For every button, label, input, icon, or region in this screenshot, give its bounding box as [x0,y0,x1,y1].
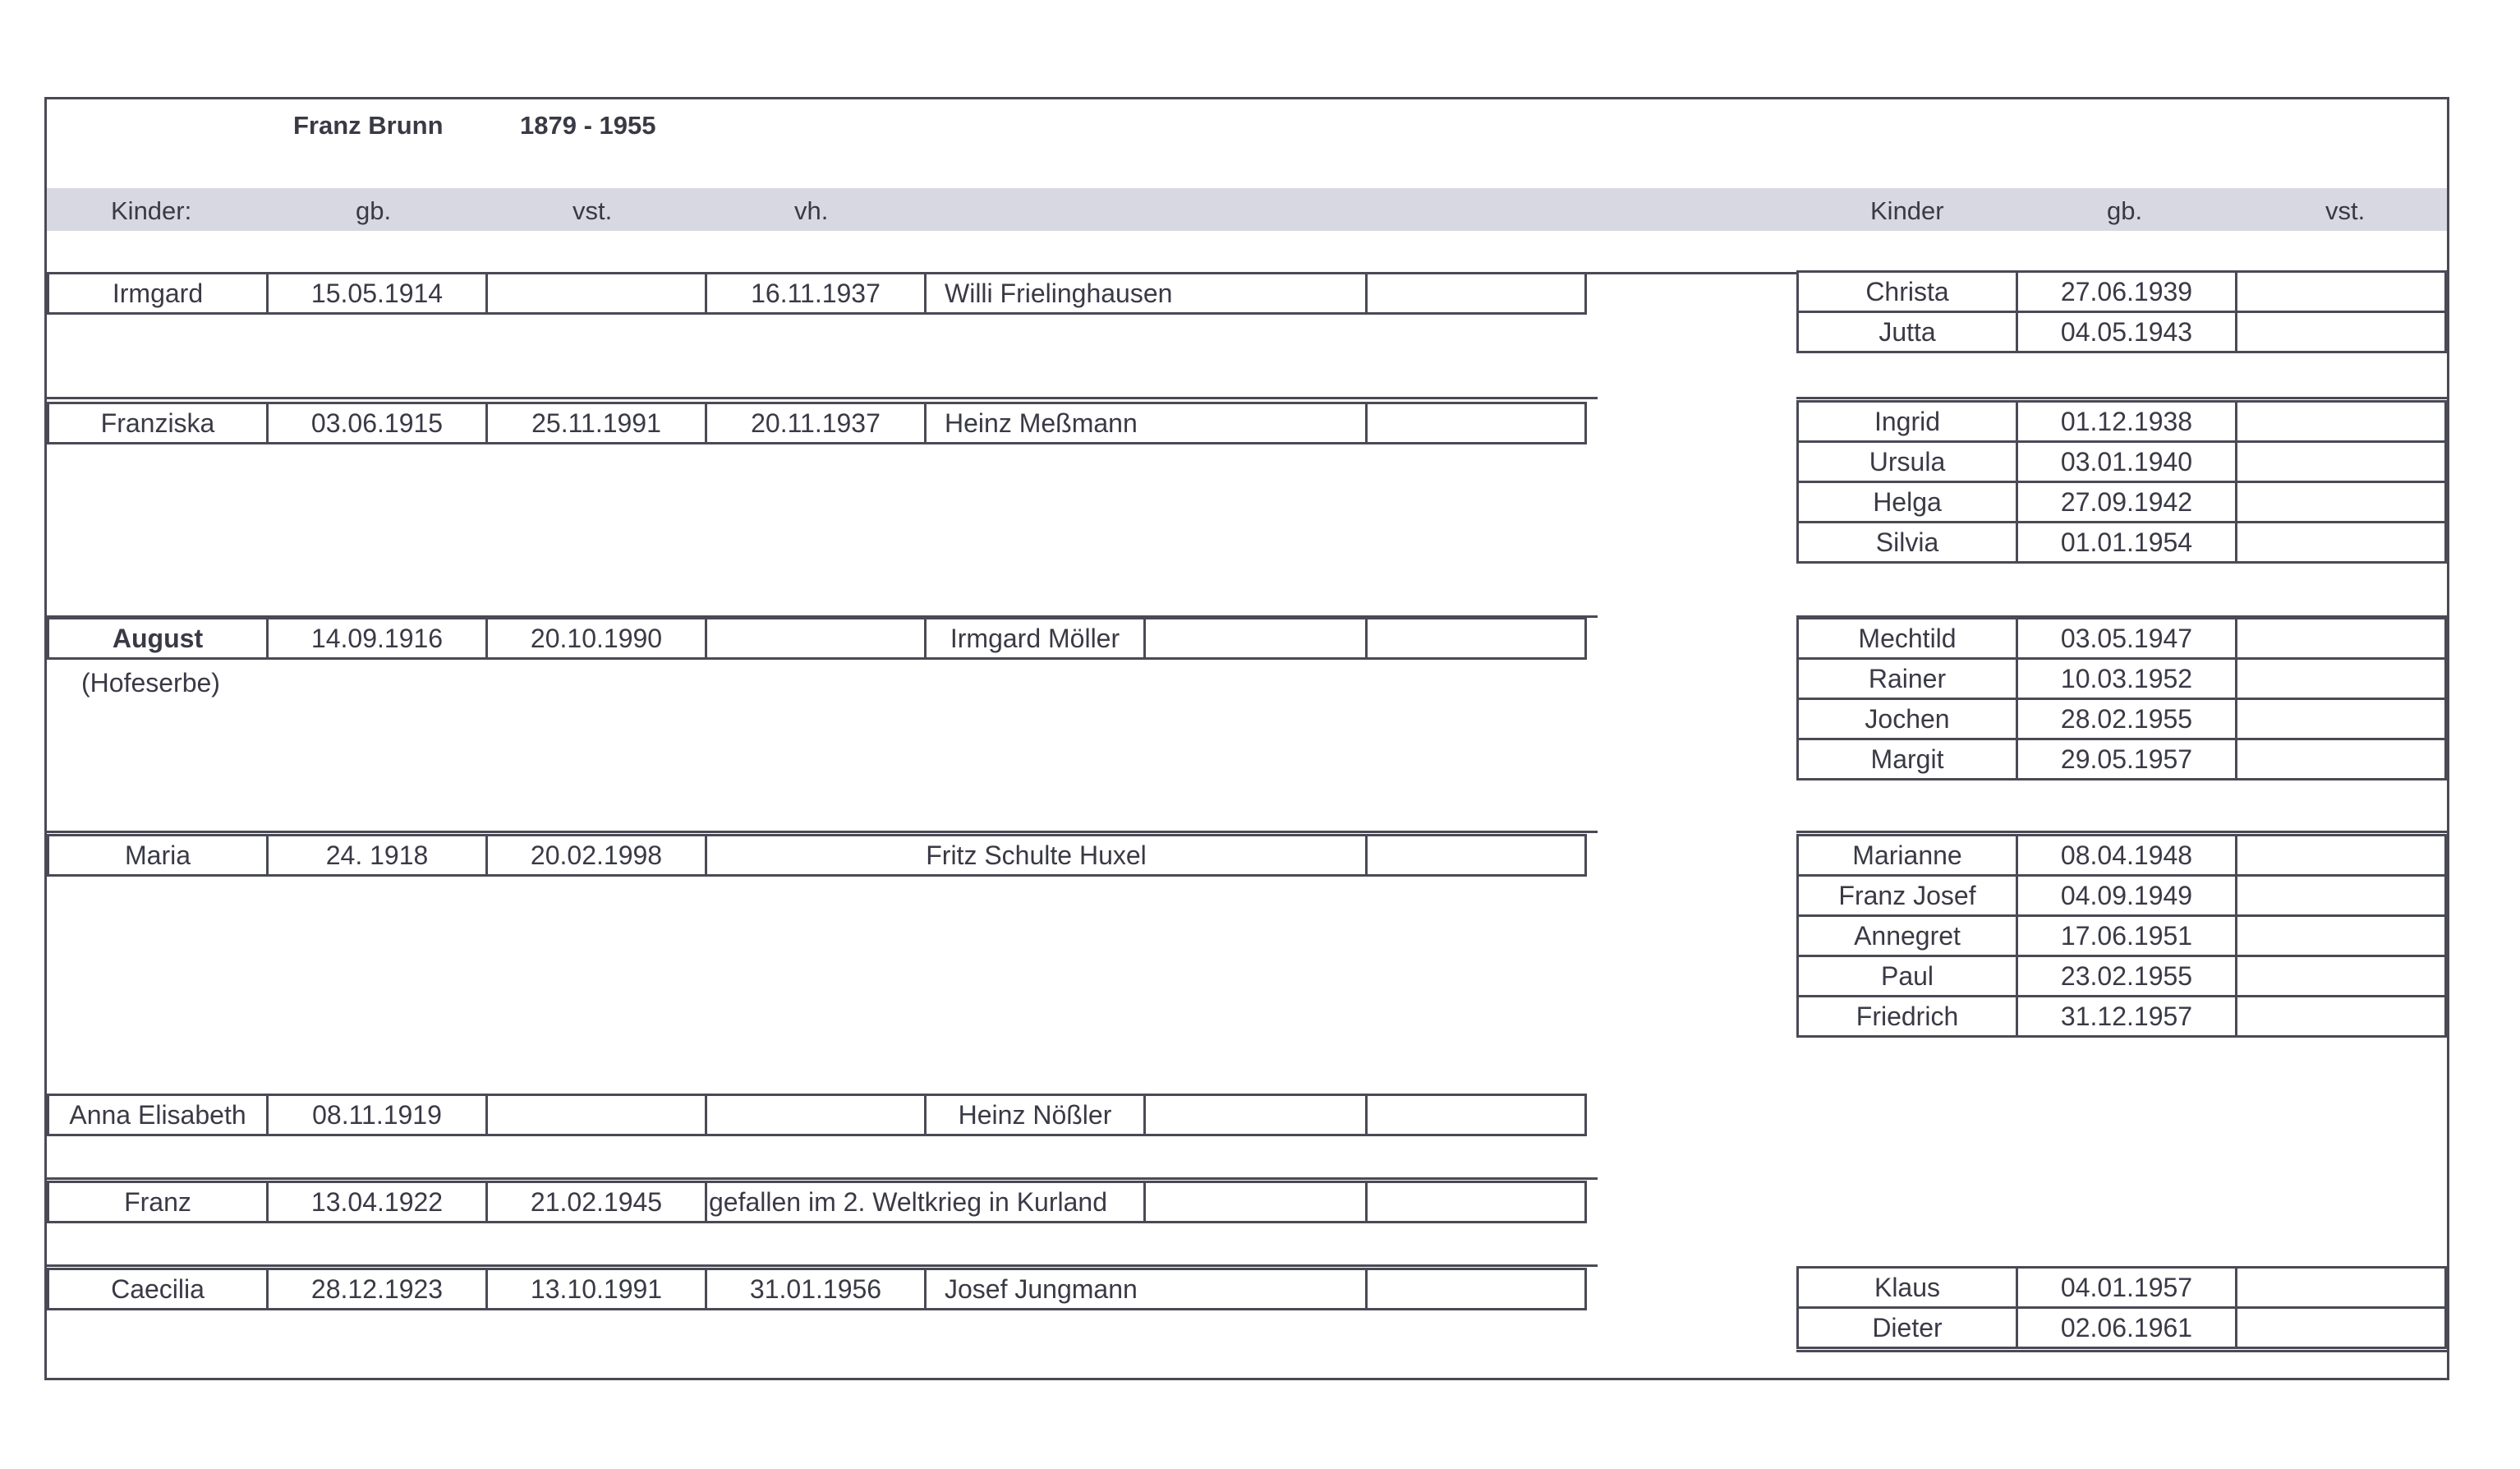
child-married: 20.11.1937 [705,402,927,444]
grandchild-born: 03.05.1947 [2016,617,2237,660]
child-name: Irmgard [47,272,269,315]
row-separator [47,1264,1598,1267]
child-spouse: Josef Jungmann [924,1268,1368,1310]
grandchild-name: Marianne [1796,834,2018,877]
child-name: Franz [47,1181,269,1223]
grandchild-name: Franz Josef [1796,874,2018,917]
grandchild-died [2235,1306,2447,1349]
row-separator [47,397,1598,399]
child-extra [1365,617,1587,660]
grandchild-died [2235,617,2447,660]
grandchild-died [2235,955,2447,997]
grandchild-born: 04.01.1957 [2016,1266,2237,1309]
header-vh: vh. [794,196,829,225]
grandchild-died [2235,874,2447,917]
child-remark: gefallen im 2. Weltkrieg in Kurland [705,1181,1146,1223]
row-separator [47,831,1598,833]
grandchild-born: 04.05.1943 [2016,311,2237,353]
row-separator [47,1177,1598,1180]
grandchild-died [2235,270,2447,313]
grandchild-born: 04.09.1949 [2016,874,2237,917]
header-gb-right: gb. [2107,196,2143,225]
child-born: 03.06.1915 [266,402,488,444]
person-name: Franz Brunn [293,111,444,140]
child-name: Caecilia [47,1268,269,1310]
grandchild-name: Jochen [1796,698,2018,740]
grandchild-name: Helga [1796,481,2018,523]
grandchild-name: Ursula [1796,440,2018,483]
grandchild-born: 29.05.1957 [2016,738,2237,781]
grandchild-born: 28.02.1955 [2016,698,2237,740]
row-separator [1796,397,2447,399]
child-spouse-extra [1143,1181,1368,1223]
grandchild-born: 02.06.1961 [2016,1306,2237,1349]
grandchild-born: 27.06.1939 [2016,270,2237,313]
child-extra [1365,834,1587,877]
grandchild-born: 23.02.1955 [2016,955,2237,997]
header-kinder-right: Kinder [1870,196,1944,225]
grandchild-name: Mechtild [1796,617,2018,660]
row-separator [1796,1350,2447,1352]
child-born: 13.04.1922 [266,1181,488,1223]
grandchild-name: Margit [1796,738,2018,781]
grandchild-name: Silvia [1796,521,2018,564]
grandchild-died [2235,1266,2447,1309]
child-married [705,1094,927,1136]
grandchild-born: 01.01.1954 [2016,521,2237,564]
grandchild-name: Annegret [1796,914,2018,957]
grandchild-died [2235,914,2447,957]
child-extra [1365,1268,1587,1310]
grandchild-name: Rainer [1796,657,2018,700]
person-years: 1879 - 1955 [520,111,656,140]
grandchild-born: 17.06.1951 [2016,914,2237,957]
grandchild-name: Jutta [1796,311,2018,353]
grandchild-died [2235,657,2447,700]
child-spouse: Willi Frielinghausen [924,272,1368,315]
grandchild-died [2235,440,2447,483]
grandchild-died [2235,521,2447,564]
child-spouse-extra [1143,1094,1368,1136]
child-born: 24. 1918 [266,834,488,877]
child-born: 15.05.1914 [266,272,488,315]
child-born: 08.11.1919 [266,1094,488,1136]
child-married [705,617,927,660]
grandchild-name: Dieter [1796,1306,2018,1349]
child-extra [1365,402,1587,444]
row-separator [1796,831,2447,833]
grandchild-born: 27.09.1942 [2016,481,2237,523]
child-born: 14.09.1916 [266,617,488,660]
header-vst-right: vst. [2325,196,2366,225]
grandchild-born: 03.01.1940 [2016,440,2237,483]
child-extra [1365,1181,1587,1223]
child-died [485,1094,707,1136]
child-died: 21.02.1945 [485,1181,707,1223]
grandchild-died [2235,995,2447,1038]
child-died: 13.10.1991 [485,1268,707,1310]
column-header-bar [47,188,2447,231]
child-spouse: Fritz Schulte Huxel [705,834,1368,877]
child-extra [1365,1094,1587,1136]
header-vst: vst. [573,196,613,225]
child-died: 25.11.1991 [485,402,707,444]
child-extra [1365,272,1587,315]
grandchild-born: 10.03.1952 [2016,657,2237,700]
child-died: 20.10.1990 [485,617,707,660]
child-married: 31.01.1956 [705,1268,927,1310]
grandchild-name: Christa [1796,270,2018,313]
grandchild-died [2235,834,2447,877]
child-spouse: Heinz Nößler [924,1094,1146,1136]
child-died: 20.02.1998 [485,834,707,877]
grandchild-name: Friedrich [1796,995,2018,1038]
child-died [485,272,707,315]
grandchild-died [2235,698,2447,740]
family-sheet [44,97,2449,1380]
grandchild-died [2235,481,2447,523]
grandchild-name: Paul [1796,955,2018,997]
grandchild-name: Ingrid [1796,400,2018,443]
header-kinder: Kinder: [111,196,192,225]
grandchild-born: 31.12.1957 [2016,995,2237,1038]
grandchild-name: Klaus [1796,1266,2018,1309]
child-spouse: Heinz Meßmann [924,402,1368,444]
grandchild-born: 08.04.1948 [2016,834,2237,877]
child-note: (Hofeserbe) [81,668,220,698]
child-born: 28.12.1923 [266,1268,488,1310]
grandchild-died [2235,738,2447,781]
child-name: Anna Elisabeth [47,1094,269,1136]
header-gb: gb. [356,196,392,225]
grandchild-died [2235,400,2447,443]
child-name: August [47,617,269,660]
child-name: Maria [47,834,269,877]
child-spouse-extra [1143,617,1368,660]
grandchild-died [2235,311,2447,353]
child-married: 16.11.1937 [705,272,927,315]
child-spouse: Irmgard Möller [924,617,1146,660]
grandchild-born: 01.12.1938 [2016,400,2237,443]
child-name: Franziska [47,402,269,444]
